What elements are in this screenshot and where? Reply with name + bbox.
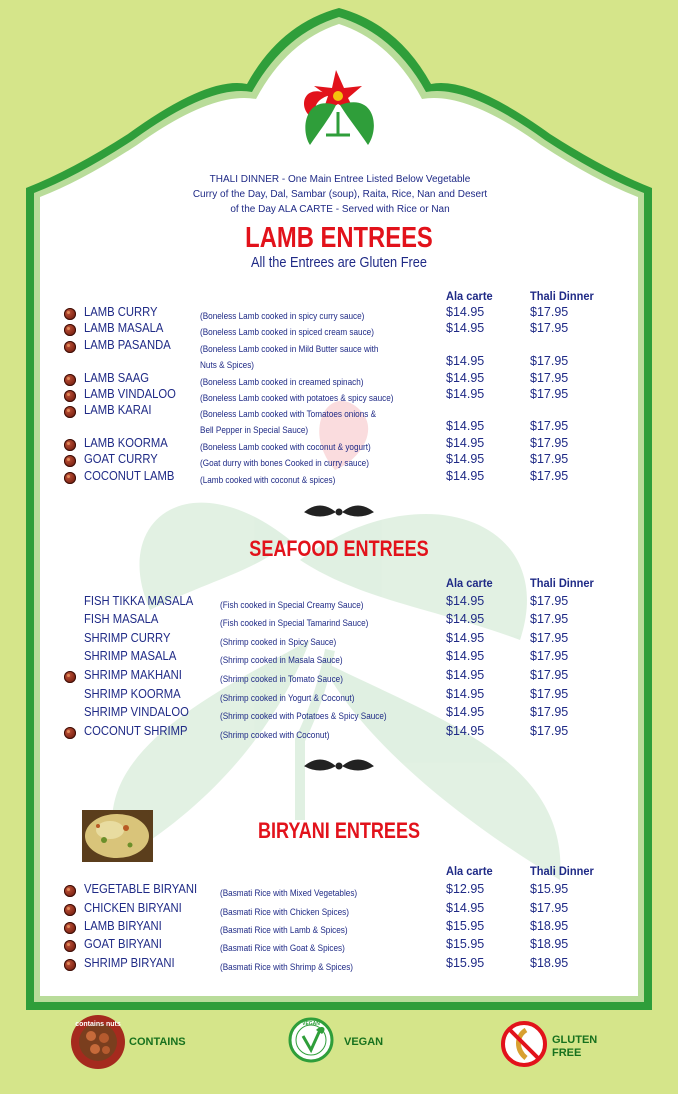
menu-item xyxy=(0,403,678,436)
price-thali-dinner: $17.95 xyxy=(530,436,569,450)
legend-contains: CONTAINS xyxy=(129,1036,186,1048)
item-name: COCONUT SHRIMP xyxy=(84,724,188,738)
menu-item xyxy=(0,452,678,470)
item-name: GOAT BIRYANI xyxy=(84,937,162,951)
menu-item xyxy=(0,321,678,339)
price-thali-dinner: $17.95 xyxy=(530,687,569,701)
nuts-icon xyxy=(64,341,76,353)
price-ala-carte: $14.95 xyxy=(446,668,485,682)
price-ala-carte: $14.95 xyxy=(446,387,485,401)
price-thali-dinner: $18.95 xyxy=(530,956,569,970)
col-ala-carte: Ala carte xyxy=(446,289,493,303)
nuts-icon xyxy=(64,727,76,739)
nuts-icon xyxy=(64,959,76,971)
item-description-cont: Bell Pepper in Special Sauce) xyxy=(200,425,309,436)
item-description-cont: Nuts & Spices) xyxy=(200,360,255,371)
item-description: (Basmati Rice with Lamb & Spices) xyxy=(220,925,348,936)
item-description: (Basmati Rice with Shrimp & Spices) xyxy=(220,962,354,973)
price-thali-dinner: $17.95 xyxy=(530,354,569,368)
price-thali-dinner: $17.95 xyxy=(530,387,569,401)
price-ala-carte: $14.95 xyxy=(446,371,485,385)
price-thali-dinner: $17.95 xyxy=(530,321,569,335)
col-ala-carte: Ala carte xyxy=(446,576,493,590)
nuts-icon xyxy=(64,374,76,386)
price-ala-carte: $15.95 xyxy=(446,937,485,951)
item-name: SHRIMP MAKHANI xyxy=(84,668,182,682)
item-name: LAMB BIRYANI xyxy=(84,919,162,933)
item-name: LAMB VINDALOO xyxy=(84,387,176,401)
item-name: LAMB CURRY xyxy=(84,305,158,319)
item-name: LAMB SAAG xyxy=(84,371,150,385)
nuts-icon xyxy=(64,885,76,897)
price-ala-carte: $15.95 xyxy=(446,956,485,970)
item-description: (Basmati Rice with Mixed Vegetables) xyxy=(220,888,358,899)
price-thali-dinner: $17.95 xyxy=(530,452,569,466)
nuts-icon xyxy=(64,922,76,934)
item-name: GOAT CURRY xyxy=(84,452,158,466)
menu-item xyxy=(0,956,678,974)
item-description: (Boneless Lamb cooked in creamed spinach) xyxy=(200,377,364,388)
nuts-icon xyxy=(64,671,76,683)
thali-intro xyxy=(160,172,520,217)
price-ala-carte: $14.95 xyxy=(446,724,485,738)
item-description: (Shrimp cooked with Potatoes & Spicy Sauce) xyxy=(220,711,387,722)
price-ala-carte: $14.95 xyxy=(446,901,485,915)
gluten-line2: FREE xyxy=(552,1047,582,1059)
item-name: CHICKEN BIRYANI xyxy=(84,901,182,915)
item-description: (Boneless Lamb cooked in spicy curry sauce) xyxy=(200,311,365,322)
intro-line: Curry of the Day, Dal, Sambar (soup), Raita, Rice, Nan and Desert xyxy=(192,189,488,200)
menu-item xyxy=(0,594,678,612)
col-ala-carte: Ala carte xyxy=(446,864,493,878)
price-ala-carte: $14.95 xyxy=(446,452,485,466)
item-name: SHRIMP CURRY xyxy=(84,631,171,645)
intro-line: of the Day ALA CARTE - Served with Rice or Nan xyxy=(230,204,450,215)
item-description: (Boneless Lamb cooked with coconut & yogurt) xyxy=(200,442,371,453)
item-name: SHRIMP VINDALOO xyxy=(84,705,189,719)
item-name: SHRIMP MASALA xyxy=(84,649,177,663)
price-thali-dinner: $17.95 xyxy=(530,668,569,682)
price-ala-carte: $15.95 xyxy=(446,919,485,933)
lamb-title: LAMB ENTREES xyxy=(245,222,433,254)
gluten-free-icon xyxy=(503,1023,545,1065)
price-thali-dinner: $18.95 xyxy=(530,937,569,951)
price-thali-dinner: $17.95 xyxy=(530,649,569,663)
col-thali-dinner: Thali Dinner xyxy=(530,289,594,303)
menu-item xyxy=(0,705,678,723)
price-ala-carte: $14.95 xyxy=(446,649,485,663)
item-name: LAMB PASANDA xyxy=(84,338,171,352)
item-name: LAMB KOORMA xyxy=(84,436,168,450)
menu-item xyxy=(0,937,678,955)
item-description: (Fish cooked in Special Tamarind Sauce) xyxy=(220,618,369,629)
item-description: (Shrimp cooked in Tomato Sauce) xyxy=(220,674,343,685)
menu-item xyxy=(0,338,678,371)
gluten-line1: GLUTEN xyxy=(552,1034,598,1046)
price-thali-dinner: $17.95 xyxy=(530,612,569,626)
nuts-icon xyxy=(64,940,76,952)
legend-gluten-free xyxy=(552,1034,597,1060)
menu-item xyxy=(0,469,678,487)
menu-item xyxy=(0,882,678,900)
price-ala-carte: $14.95 xyxy=(446,687,485,701)
price-thali-dinner: $17.95 xyxy=(530,724,569,738)
menu-item xyxy=(0,919,678,937)
item-description: (Goat durry with bones Cooked in curry sauce) xyxy=(200,458,369,469)
item-description: (Basmati Rice with Chicken Spices) xyxy=(220,907,349,918)
price-thali-dinner: $17.95 xyxy=(530,705,569,719)
col-thali-dinner: Thali Dinner xyxy=(530,864,594,878)
menu-item xyxy=(0,901,678,919)
menu-item xyxy=(0,724,678,742)
price-ala-carte: $14.95 xyxy=(446,305,485,319)
seafood-title: SEAFOOD ENTREES xyxy=(249,536,429,561)
item-description: (Boneless Lamb cooked with Tomatoes onions & xyxy=(200,409,377,420)
nuts-icon xyxy=(64,439,76,451)
price-ala-carte: $14.95 xyxy=(446,354,485,368)
item-name: SHRIMP KOORMA xyxy=(84,687,181,701)
item-description: (Basmati Rice with Goat & Spices) xyxy=(220,943,345,954)
price-thali-dinner: $15.95 xyxy=(530,882,569,896)
item-description: (Boneless Lamb cooked in spiced cream sauce) xyxy=(200,327,374,338)
item-name: VEGETABLE BIRYANI xyxy=(84,882,198,896)
item-name: SHRIMP BIRYANI xyxy=(84,956,175,970)
nuts-icon xyxy=(64,406,76,418)
lamb-subtitle: All the Entrees are Gluten Free xyxy=(251,255,427,271)
item-description: (Fish cooked in Special Creamy Sauce) xyxy=(220,600,364,611)
intro-line: THALI DINNER - One Main Entree Listed Below Vegetable xyxy=(209,174,471,185)
nuts-icon xyxy=(64,324,76,336)
contains-badge-text: contains nuts xyxy=(75,1021,121,1028)
item-name: LAMB MASALA xyxy=(84,321,164,335)
item-description: (Lamb cooked with coconut & spices) xyxy=(200,475,336,486)
price-thali-dinner: $17.95 xyxy=(530,594,569,608)
menu-item xyxy=(0,612,678,630)
nuts-icon xyxy=(64,390,76,402)
item-name: LAMB KARAI xyxy=(84,403,152,417)
item-name: FISH MASALA xyxy=(84,612,159,626)
price-ala-carte: $14.95 xyxy=(446,469,485,483)
item-description: (Boneless Lamb cooked with potatoes & spicy sauce) xyxy=(200,393,394,404)
nuts-icon xyxy=(64,904,76,916)
item-description: (Shrimp cooked with Coconut) xyxy=(220,730,330,741)
nuts-icon xyxy=(64,455,76,467)
price-thali-dinner: $17.95 xyxy=(530,901,569,915)
price-ala-carte: $14.95 xyxy=(446,612,485,626)
item-description: (Shrimp cooked in Spicy Sauce) xyxy=(220,637,337,648)
vegan-badge-text: VEGAN xyxy=(302,1021,320,1027)
price-ala-carte: $14.95 xyxy=(446,321,485,335)
nuts-icon xyxy=(64,472,76,484)
price-thali-dinner: $17.95 xyxy=(530,419,569,433)
item-description: (Boneless Lamb cooked in Mild Butter sauce with xyxy=(200,344,379,355)
price-ala-carte: $14.95 xyxy=(446,436,485,450)
biryani-title: BIRYANI ENTREES xyxy=(257,818,421,843)
nuts-icon xyxy=(64,308,76,320)
item-name: FISH TIKKA MASALA xyxy=(84,594,194,608)
price-ala-carte: $14.95 xyxy=(446,631,485,645)
price-ala-carte: $14.95 xyxy=(446,419,485,433)
price-thali-dinner: $18.95 xyxy=(530,919,569,933)
menu-item xyxy=(0,668,678,686)
col-thali-dinner: Thali Dinner xyxy=(530,576,594,590)
price-ala-carte: $14.95 xyxy=(446,705,485,719)
menu-item xyxy=(0,649,678,667)
menu-item xyxy=(0,631,678,649)
item-description: (Shrimp cooked in Masala Sauce) xyxy=(220,655,343,666)
price-thali-dinner: $17.95 xyxy=(530,305,569,319)
item-name: COCONUT LAMB xyxy=(84,469,175,483)
price-ala-carte: $12.95 xyxy=(446,882,485,896)
price-thali-dinner: $17.95 xyxy=(530,371,569,385)
legend-vegan: VEGAN xyxy=(344,1036,384,1048)
price-ala-carte: $14.95 xyxy=(446,594,485,608)
menu-item xyxy=(0,687,678,705)
item-description: (Shrimp cooked in Yogurt & Coconut) xyxy=(220,693,355,704)
price-thali-dinner: $17.95 xyxy=(530,469,569,483)
price-thali-dinner: $17.95 xyxy=(530,631,569,645)
